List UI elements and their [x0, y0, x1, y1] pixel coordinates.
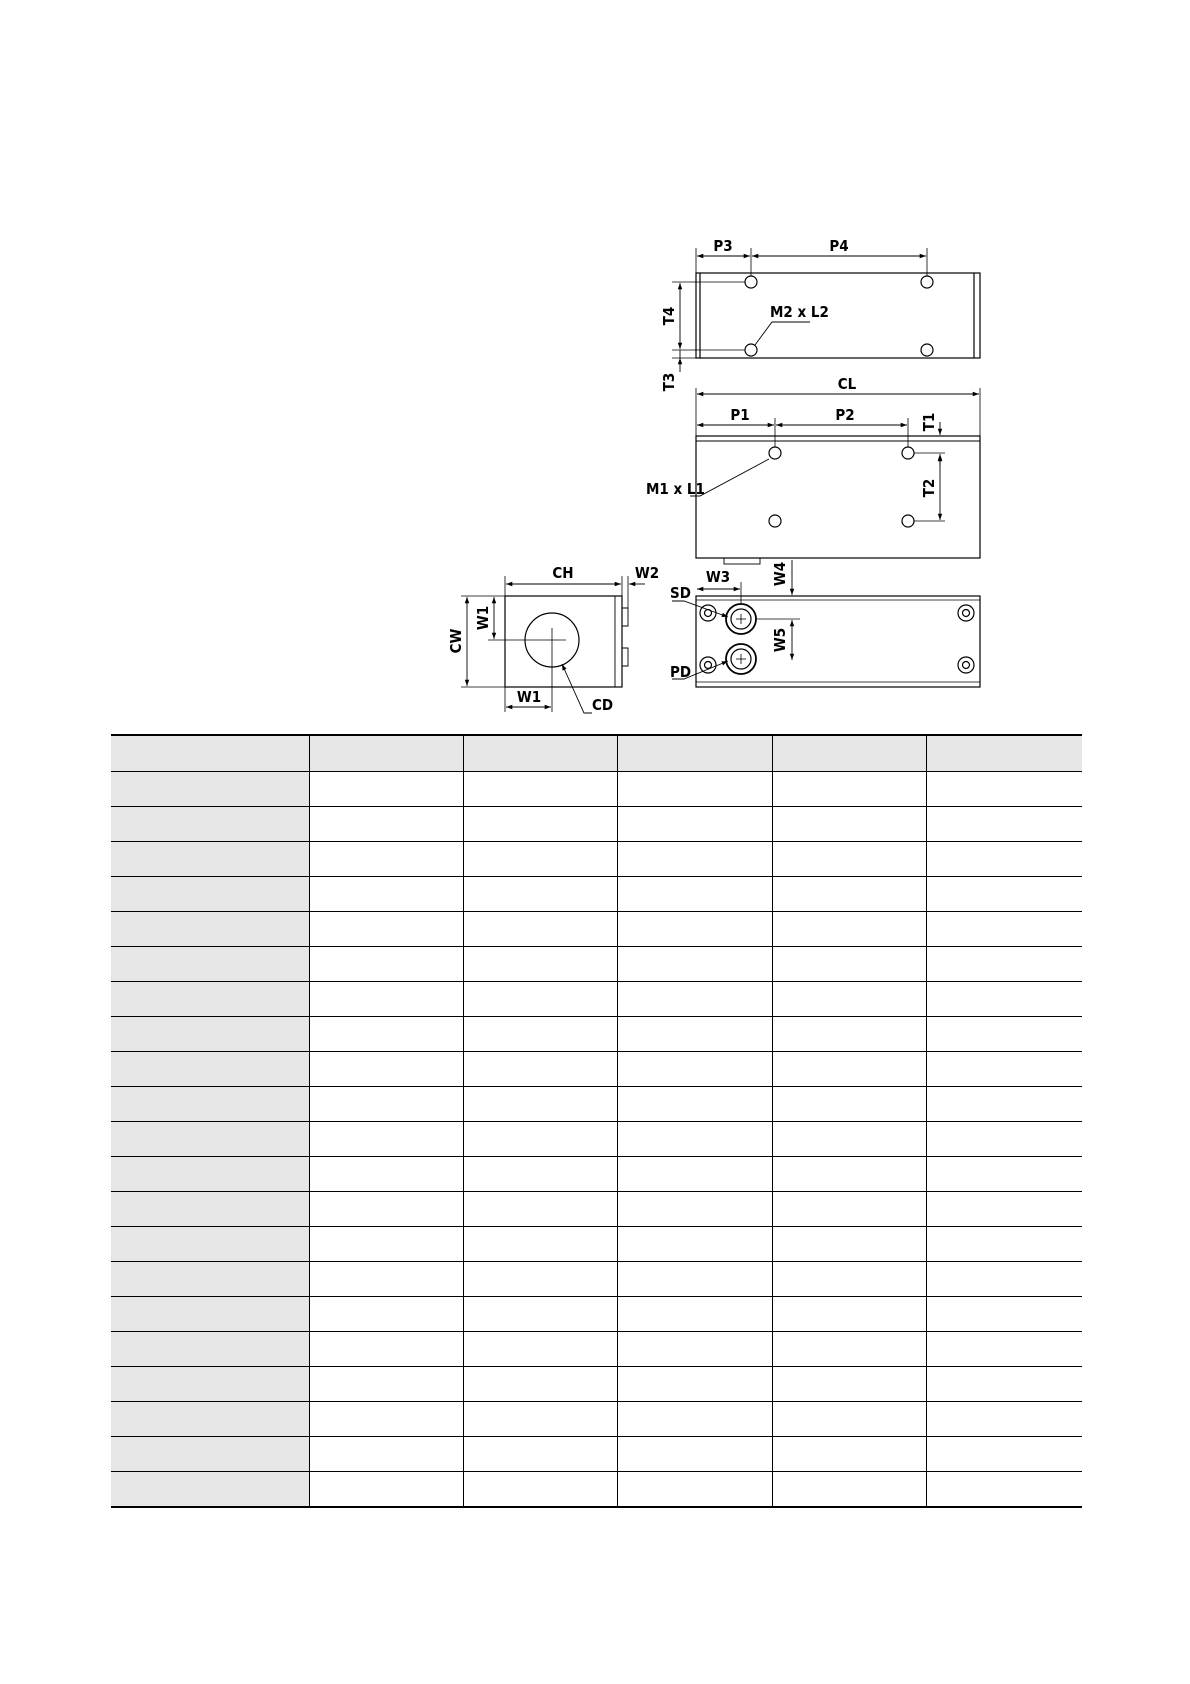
table-row — [111, 877, 1082, 912]
label-cw: CW — [447, 628, 465, 654]
label-w1-horizontal: W1 — [516, 688, 542, 706]
table-cell — [926, 1332, 1082, 1367]
table-cell — [926, 1052, 1082, 1087]
table-cell — [309, 1262, 463, 1297]
table-cell — [772, 1087, 926, 1122]
label-w2: W2 — [634, 564, 660, 582]
table-cell — [463, 982, 617, 1017]
table-cell — [772, 807, 926, 842]
label-cd: CD — [592, 696, 614, 714]
table-row — [111, 1192, 1082, 1227]
top-view-hole — [921, 276, 933, 288]
table-cell — [617, 1087, 772, 1122]
label-w1-vertical: W1 — [474, 605, 492, 631]
table-cell — [617, 877, 772, 912]
table-cell — [617, 1437, 772, 1472]
table-cell — [772, 912, 926, 947]
label-m2-l2: M2 x L2 — [770, 303, 829, 321]
table-row — [111, 1297, 1082, 1332]
table-cell — [926, 1262, 1082, 1297]
table-cell — [772, 842, 926, 877]
label-p4: P4 — [829, 237, 849, 255]
front-view-boss — [724, 558, 760, 564]
mounting-hole-inner — [963, 610, 970, 617]
table-row — [111, 1402, 1082, 1437]
table-cell — [617, 982, 772, 1017]
mounting-hole — [958, 657, 974, 673]
table-cell — [309, 772, 463, 807]
table-cell — [111, 1402, 309, 1437]
table-cell — [926, 807, 1082, 842]
table-row — [111, 1332, 1082, 1367]
table-cell — [309, 1367, 463, 1402]
table-cell — [309, 842, 463, 877]
table-cell — [926, 1402, 1082, 1437]
label-t1: T1 — [920, 412, 938, 432]
mounting-hole-inner — [963, 662, 970, 669]
label-p1: P1 — [730, 406, 750, 424]
table-cell — [617, 1192, 772, 1227]
table-cell — [111, 1052, 309, 1087]
table-cell — [111, 1472, 309, 1508]
table-row — [111, 1087, 1082, 1122]
table-cell — [111, 1192, 309, 1227]
table-cell — [463, 1402, 617, 1437]
table-cell — [617, 912, 772, 947]
table-cell — [926, 877, 1082, 912]
table-cell — [309, 1052, 463, 1087]
mounting-hole — [958, 605, 974, 621]
table-cell — [111, 1262, 309, 1297]
table-cell — [111, 1017, 309, 1052]
table-cell — [463, 1087, 617, 1122]
table-cell — [772, 1017, 926, 1052]
table-cell — [617, 1262, 772, 1297]
table-cell — [463, 1262, 617, 1297]
side-view-port-stub — [622, 608, 628, 626]
table-cell — [772, 1437, 926, 1472]
table-cell — [926, 947, 1082, 982]
table-cell — [309, 947, 463, 982]
table-cell — [463, 1192, 617, 1227]
label-pd: PD — [670, 663, 692, 681]
mounting-hole-inner — [705, 662, 712, 669]
table-cell — [463, 1367, 617, 1402]
table-cell — [617, 1227, 772, 1262]
table-cell — [309, 1227, 463, 1262]
table-cell — [772, 1472, 926, 1508]
table-cell — [617, 772, 772, 807]
label-p2: P2 — [835, 406, 855, 424]
table-row — [111, 1227, 1082, 1262]
table-cell — [463, 772, 617, 807]
table-cell — [772, 1367, 926, 1402]
table-cell — [926, 1087, 1082, 1122]
table-row — [111, 1472, 1082, 1508]
table-cell — [926, 842, 1082, 877]
table-row — [111, 1367, 1082, 1402]
table-row — [111, 772, 1082, 807]
table-cell — [463, 877, 617, 912]
table-cell — [617, 1402, 772, 1437]
table-cell — [463, 842, 617, 877]
table-cell — [617, 1052, 772, 1087]
front-view-hole — [769, 515, 781, 527]
table-cell — [772, 877, 926, 912]
table-cell — [463, 1017, 617, 1052]
table-cell — [926, 1227, 1082, 1262]
top-view-hole — [745, 344, 757, 356]
top-view-outline — [696, 273, 980, 358]
table-header-cell — [926, 735, 1082, 772]
table-cell — [111, 1297, 309, 1332]
table-header-row — [111, 735, 1082, 772]
table-cell — [111, 1122, 309, 1157]
table-cell — [111, 912, 309, 947]
table-cell — [617, 1297, 772, 1332]
table-row — [111, 1437, 1082, 1472]
table-cell — [111, 877, 309, 912]
table-row — [111, 1262, 1082, 1297]
table-header-cell — [617, 735, 772, 772]
table-cell — [772, 1297, 926, 1332]
table-cell — [463, 1472, 617, 1508]
label-cl: CL — [837, 375, 857, 393]
table-cell — [309, 1157, 463, 1192]
table-cell — [772, 1402, 926, 1437]
table-cell — [926, 982, 1082, 1017]
table-cell — [772, 947, 926, 982]
table-cell — [772, 1227, 926, 1262]
label-w5: W5 — [771, 627, 789, 653]
table-cell — [617, 1157, 772, 1192]
table-row — [111, 1017, 1082, 1052]
table-cell — [617, 842, 772, 877]
table-cell — [617, 1472, 772, 1508]
table-cell — [463, 1332, 617, 1367]
table-cell — [309, 877, 463, 912]
technical-drawing — [0, 0, 1190, 730]
table-row — [111, 1122, 1082, 1157]
table-cell — [772, 1122, 926, 1157]
table-row — [111, 842, 1082, 877]
table-cell — [463, 1157, 617, 1192]
table-cell — [772, 1192, 926, 1227]
table-cell — [111, 842, 309, 877]
table-cell — [111, 807, 309, 842]
table-cell — [309, 1087, 463, 1122]
mounting-hole — [700, 657, 716, 673]
table-cell — [309, 1192, 463, 1227]
table-header-cell — [111, 735, 309, 772]
table-cell — [309, 1122, 463, 1157]
table-cell — [309, 982, 463, 1017]
table-cell — [772, 982, 926, 1017]
table-cell — [926, 1367, 1082, 1402]
table-row — [111, 912, 1082, 947]
table-cell — [926, 1297, 1082, 1332]
table-cell — [309, 1437, 463, 1472]
label-m1-l1: M1 x L1 — [646, 480, 705, 498]
table-header-cell — [309, 735, 463, 772]
front-view-hole — [902, 447, 914, 459]
table-cell — [309, 912, 463, 947]
table-cell — [463, 1437, 617, 1472]
table-cell — [463, 1052, 617, 1087]
table-cell — [926, 1472, 1082, 1508]
table-cell — [926, 1122, 1082, 1157]
spec-table — [111, 734, 1082, 1508]
table-cell — [111, 982, 309, 1017]
table-cell — [926, 772, 1082, 807]
label-w4: W4 — [771, 561, 789, 587]
table-cell — [772, 1157, 926, 1192]
side-view-outline — [505, 596, 622, 687]
table-cell — [309, 807, 463, 842]
label-w3: W3 — [705, 568, 731, 586]
table-cell — [926, 1192, 1082, 1227]
table-cell — [111, 1437, 309, 1472]
table-cell — [111, 1332, 309, 1367]
table-cell — [111, 1087, 309, 1122]
table-cell — [463, 1122, 617, 1157]
cd-leader-line — [562, 664, 592, 713]
table-cell — [772, 772, 926, 807]
table-cell — [111, 1227, 309, 1262]
table-cell — [617, 1017, 772, 1052]
table-cell — [617, 1122, 772, 1157]
table-cell — [926, 1017, 1082, 1052]
front-view-hole — [769, 447, 781, 459]
table-cell — [926, 1437, 1082, 1472]
front-view-hole — [902, 515, 914, 527]
table-cell — [111, 947, 309, 982]
table-cell — [309, 1332, 463, 1367]
table-row — [111, 807, 1082, 842]
table-cell — [926, 912, 1082, 947]
table-cell — [309, 1297, 463, 1332]
table-cell — [463, 912, 617, 947]
table-cell — [617, 947, 772, 982]
label-sd: SD — [670, 584, 691, 602]
label-t2: T2 — [920, 478, 938, 498]
table-cell — [111, 772, 309, 807]
table-cell — [111, 1367, 309, 1402]
m2-leader-line — [755, 322, 810, 345]
table-cell — [463, 1227, 617, 1262]
table-header-cell — [463, 735, 617, 772]
top-view-hole — [921, 344, 933, 356]
top-view-hole — [745, 276, 757, 288]
table-cell — [772, 1262, 926, 1297]
label-t4: T4 — [660, 306, 678, 326]
side-view-port-stub — [622, 648, 628, 666]
table-row — [111, 947, 1082, 982]
table-cell — [926, 1157, 1082, 1192]
table-cell — [617, 807, 772, 842]
table-header-cell — [772, 735, 926, 772]
table-cell — [463, 807, 617, 842]
table-cell — [617, 1367, 772, 1402]
table-row — [111, 982, 1082, 1017]
table-cell — [111, 1157, 309, 1192]
table-cell — [772, 1052, 926, 1087]
table-cell — [617, 1332, 772, 1367]
side-view — [461, 576, 645, 713]
label-p3: P3 — [713, 237, 733, 255]
table-row — [111, 1052, 1082, 1087]
table-cell — [772, 1332, 926, 1367]
table-row — [111, 1157, 1082, 1192]
label-t3: T3 — [660, 372, 678, 392]
label-ch: CH — [552, 564, 574, 582]
table-cell — [309, 1017, 463, 1052]
table-cell — [309, 1402, 463, 1437]
table-cell — [463, 1297, 617, 1332]
table-cell — [463, 947, 617, 982]
table-cell — [309, 1472, 463, 1508]
